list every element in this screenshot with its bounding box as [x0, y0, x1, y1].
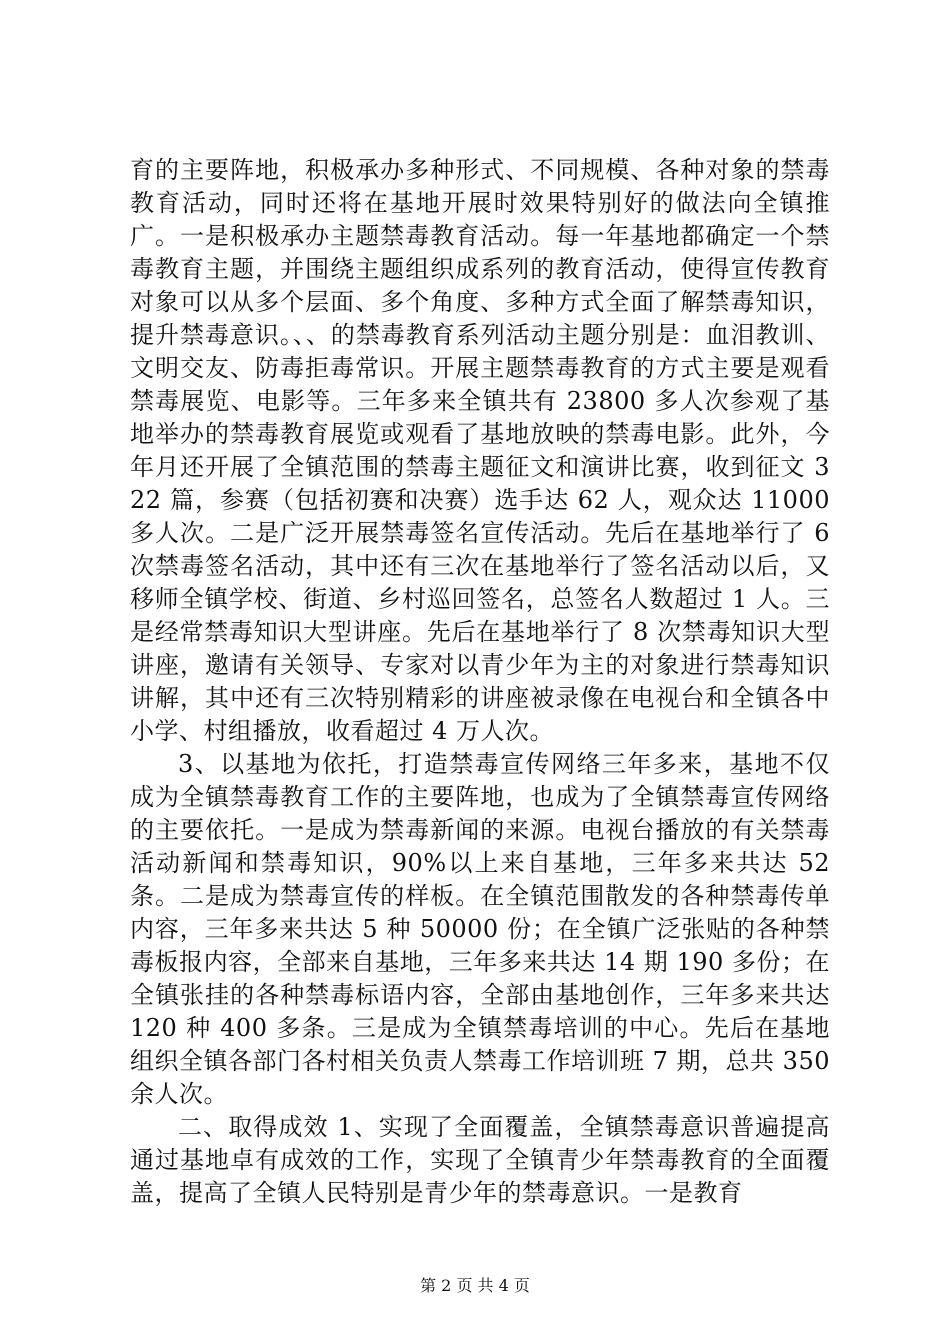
paragraph-2: 3、以基地为依托，打造禁毒宣传网络三年多来，基地不仅成为全镇禁毒教育工作的主要阵地，也成为了全镇禁毒宣传网络的主要依托。一是成为禁毒新闻的来源。电视台播放的有关禁毒活动新闻和禁毒知识，90%以上来自基地，三年多来共达 52 条。二是成为禁毒宣传的样板。在全镇范围散发的各种禁毒传单内容，三年多来共达 5 种 50000 份；在全镇广泛张贴的各种禁毒板报内容，全部来自基地，三年多来共达 14 期 190 多份；在全镇张挂的各种禁毒标语内容，全部由基地创作，三年多来共达 120 种 400 多条。三是成为全镇禁毒培训的中心。先后在基地组织全镇各部门各村相关负责人禁毒工作培训班 7 期，总共 350 余人次。: [130, 750, 830, 1108]
document-body: [130, 154, 830, 1210]
page-number-footer: 第 2 页 共 4 页: [420, 1276, 530, 1295]
paragraph-3: 二、取得成效 1、实现了全面覆盖，全镇禁毒意识普遍提高通过基地卓有成效的工作，实现了全镇青少年禁毒教育的全面覆盖，提高了全镇人民特别是青少年的禁毒意识。一是教育: [130, 1113, 830, 1207]
paragraph-1: 育的主要阵地，积极承办多种形式、不同规模、各种对象的禁毒教育活动，同时还将在基地开展时效果特别好的做法向全镇推广。一是积极承办主题禁毒教育活动。每一年基地都确定一个禁毒教育主题，并围绕主题组织成系列的教育活动，使得宣传教育对象可以从多个层面、多个角度、多种方式全面了解禁毒知识，提升禁毒意识。、、的禁毒教育系列活动主题分别是：血泪教训、文明交友、防毒拒毒常识。开展主题禁毒教育的方式主要是观看禁毒展览、电影等。三年多来全镇共有 23800 多人次参观了基地举办的禁毒教育展览或观看了基地放映的禁毒电影。此外，今年月还开展了全镇范围的禁毒主题征文和演讲比赛，收到征文 322 篇，参赛（包括初赛和决赛）选手达 62 人，观众达 11000 多人次。二是广泛开展禁毒签名宣传活动。先后在基地举行了 6 次禁毒签名活动，其中还有三次在基地举行了签名活动以后，又移师全镇学校、街道、乡村巡回签名，总签名人数超过 1 人。三是经常禁毒知识大型讲座。先后在基地举行了 8 次禁毒知识大型讲座，邀请有关领导、专家对以青少年为主的对象进行禁毒知识讲解，其中还有三次特别精彩的讲座被录像在电视台和全镇各中小学、村组播放，收看超过 4 万人次。: [130, 156, 830, 745]
